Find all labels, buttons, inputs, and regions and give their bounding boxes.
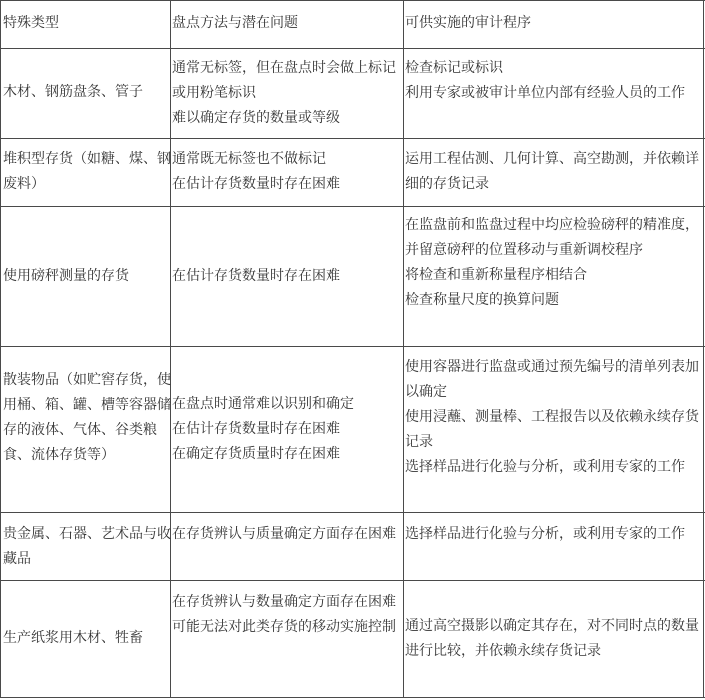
- row-2-procedures: [405, 147, 701, 197]
- row-4-procedure-3: 选择样品进行化验与分析，或利用专家的工作: [405, 459, 685, 475]
- row-6-issue-1: 在存货辨认与数量确定方面存在困难: [172, 594, 396, 610]
- row-4-procedure-1: 使用容器进行监盘或通过预先编号的清单列表加以确定: [405, 359, 699, 400]
- row-2-issue-2: 在估计存货数量时存在困难: [172, 176, 340, 192]
- row-divider: [0, 206, 705, 207]
- row-3-issues: [172, 264, 404, 289]
- row-5-type-text: 贵金属、石器、艺术品与收藏品: [3, 526, 171, 567]
- row-1-issue-1: 通常无标签，但在盘点时会做上标记或用粉笔标识: [172, 60, 396, 101]
- row-5-type: [3, 522, 171, 572]
- row-2-type-text: 堆积型存货（如糖、煤、钢废料）: [3, 151, 171, 192]
- row-1-procedures: [405, 56, 701, 106]
- row-4-issues: [172, 392, 404, 467]
- row-1-type: [3, 80, 171, 105]
- row-6-type-text: 生产纸浆用木材、牲畜: [3, 630, 143, 646]
- column-divider: [703, 0, 704, 698]
- row-3-type-text: 使用磅秤测量的存货: [3, 268, 129, 284]
- column-divider: [0, 0, 1, 698]
- row-1-procedure-2: 利用专家或被审计单位内部有经验人员的工作: [405, 85, 685, 101]
- row-divider: [0, 0, 705, 1]
- row-2-type: [3, 147, 171, 197]
- row-4-issue-3: 在确定存货质量时存在困难: [172, 446, 340, 462]
- row-3-procedures: [405, 213, 701, 313]
- row-1-procedure-1: 检查标记或标识: [405, 60, 503, 76]
- row-divider: [0, 697, 705, 698]
- row-1-issues: [172, 56, 404, 131]
- row-4-type-text: 散装物品（如贮窖存货，使用桶、箱、罐、槽等容器储存的液体、气体、谷类粮食、流体存货等）: [3, 372, 171, 463]
- row-4-procedures: [405, 355, 701, 480]
- row-2-procedure-1: 运用工程估测、几何计算、高空勘测，并依赖详细的存货记录: [405, 151, 699, 192]
- row-3-procedure-3: 检查称量尺度的换算问题: [405, 292, 559, 308]
- row-divider: [0, 138, 705, 139]
- row-1-issue-2: 难以确定存货的数量或等级: [172, 110, 340, 126]
- row-5-procedure-1: 选择样品进行化验与分析，或利用专家的工作: [405, 526, 685, 542]
- row-2-issue-1: 通常既无标签也不做标记: [172, 151, 326, 167]
- row-5-issue-1: 在存货辨认与质量确定方面存在困难: [172, 526, 396, 542]
- row-divider: [0, 48, 705, 49]
- row-3-procedure-2: 将检查和重新称量程序相结合: [405, 267, 587, 283]
- row-5-issues: [172, 522, 404, 547]
- row-divider: [0, 580, 705, 581]
- row-divider: [0, 512, 705, 513]
- header-special-type: 特殊类型: [3, 15, 59, 31]
- row-4-issue-1: 在盘点时通常难以识别和确定: [172, 396, 354, 412]
- row-3-type: [3, 264, 171, 289]
- header-audit-procedures: 可供实施的审计程序: [405, 15, 531, 31]
- row-5-procedures: [405, 522, 701, 547]
- row-4-issue-2: 在估计存货数量时存在困难: [172, 421, 340, 437]
- row-1-type-text: 木材、钢筋盘条、管子: [3, 84, 143, 100]
- row-6-procedure-1: 通过高空摄影以确定其存在，对不同时点的数量进行比较，并依赖永续存货记录: [405, 618, 699, 659]
- row-4-procedure-2: 使用浸蘸、测量棒、工程报告以及依赖永续存货记录: [405, 409, 699, 450]
- row-6-issue-2: 可能无法对此类存货的移动实施控制: [172, 619, 396, 635]
- row-2-issues: [172, 147, 404, 197]
- row-4-type: [3, 368, 171, 468]
- header-count-method-issues: 盘点方法与潜在问题: [172, 15, 298, 31]
- row-6-type: [3, 626, 171, 651]
- row-6-procedures: [405, 614, 701, 664]
- row-6-issues: [172, 590, 404, 640]
- row-divider: [0, 346, 705, 347]
- row-3-issue-1: 在估计存货数量时存在困难: [172, 268, 340, 284]
- row-3-procedure-1: 在监盘前和监盘过程中均应检验磅秤的精准度，并留意磅秤的位置移动与重新调校程序: [405, 217, 699, 258]
